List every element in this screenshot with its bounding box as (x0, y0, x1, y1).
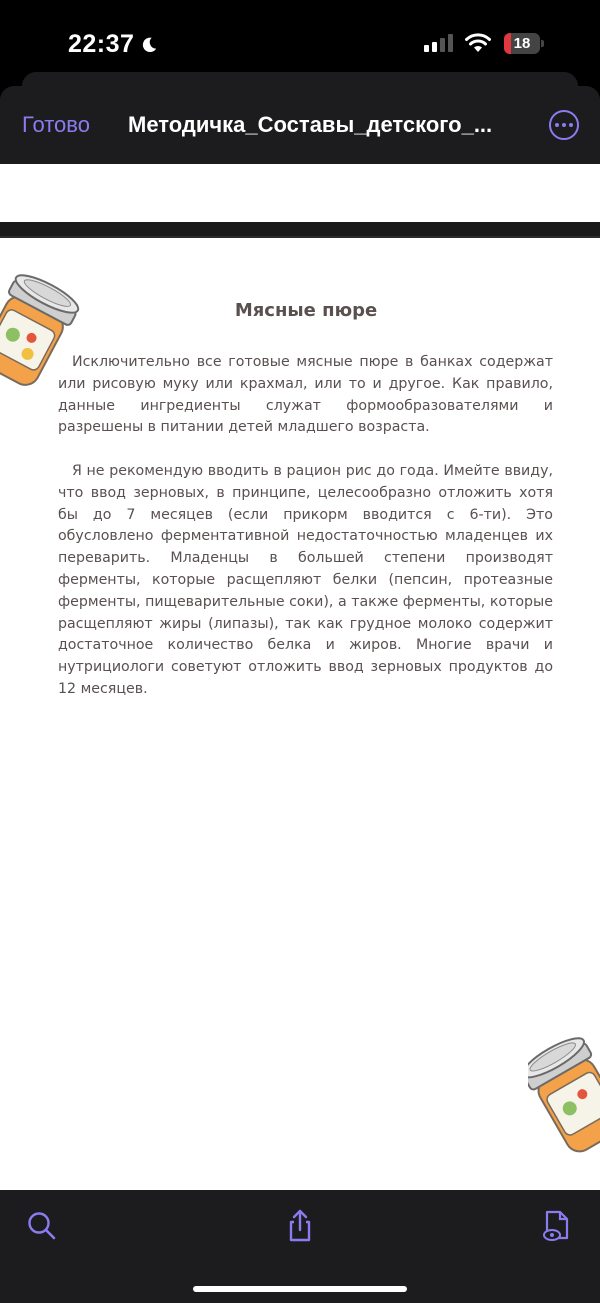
document-viewer[interactable] (0, 164, 600, 1190)
battery-level: 18 (513, 35, 531, 52)
previous-page (0, 164, 600, 222)
status-bar (0, 0, 600, 80)
more-options-button[interactable] (549, 110, 579, 140)
nav-header (0, 86, 600, 164)
wifi-icon (464, 32, 492, 54)
status-time (68, 30, 158, 59)
share-icon[interactable] (282, 1208, 318, 1244)
done-button[interactable]: Готово (22, 112, 90, 137)
home-indicator[interactable] (193, 1286, 407, 1292)
ellipsis-circle-icon (555, 123, 559, 127)
cellular-signal-icon (424, 34, 453, 52)
baby-food-jar-icon (528, 1018, 600, 1158)
paragraph-1: Исключительно все готовые мясные пюре в банках содержат или рисовую муку или крахмал, или то и другое. Как правило, данные ингредиенты служат формообразователями и разрешены в питании детей младшего возраста. (58, 354, 553, 436)
section-heading: Мясные пюре (234, 300, 378, 321)
document-title: Методичка_Составы_детского_... (128, 112, 493, 137)
time-text: 22:37 (68, 30, 135, 58)
document-view-icon[interactable] (538, 1208, 574, 1244)
search-icon[interactable] (24, 1208, 60, 1244)
bottom-toolbar (0, 1190, 600, 1303)
moon-icon (140, 36, 158, 54)
battery-icon (504, 33, 544, 54)
document-page (0, 238, 600, 1190)
paragraph-2: Я не рекомендую вводить в рацион рис до года. Имейте ввиду, что ввод зерновых, в принципе, целесообразно отложить хотя бы до 7 месяцев (если прикорм вводится с 6-ти). Это обусловлено ферментативной недостаточностью младенцев их переварить. Младенцы в большей степени производят ферменты, которые расщепляют белки (пепсин, протеазные ферменты, пищеварительные соки), а также ферменты, которые расщепляют жиры (липазы), так как грудное молоко содержит достаточное количество белка и жиров. Многие врачи и нутрициологи советуют отложить ввод зерновых продуктов до 12 месяцев. (58, 463, 553, 697)
